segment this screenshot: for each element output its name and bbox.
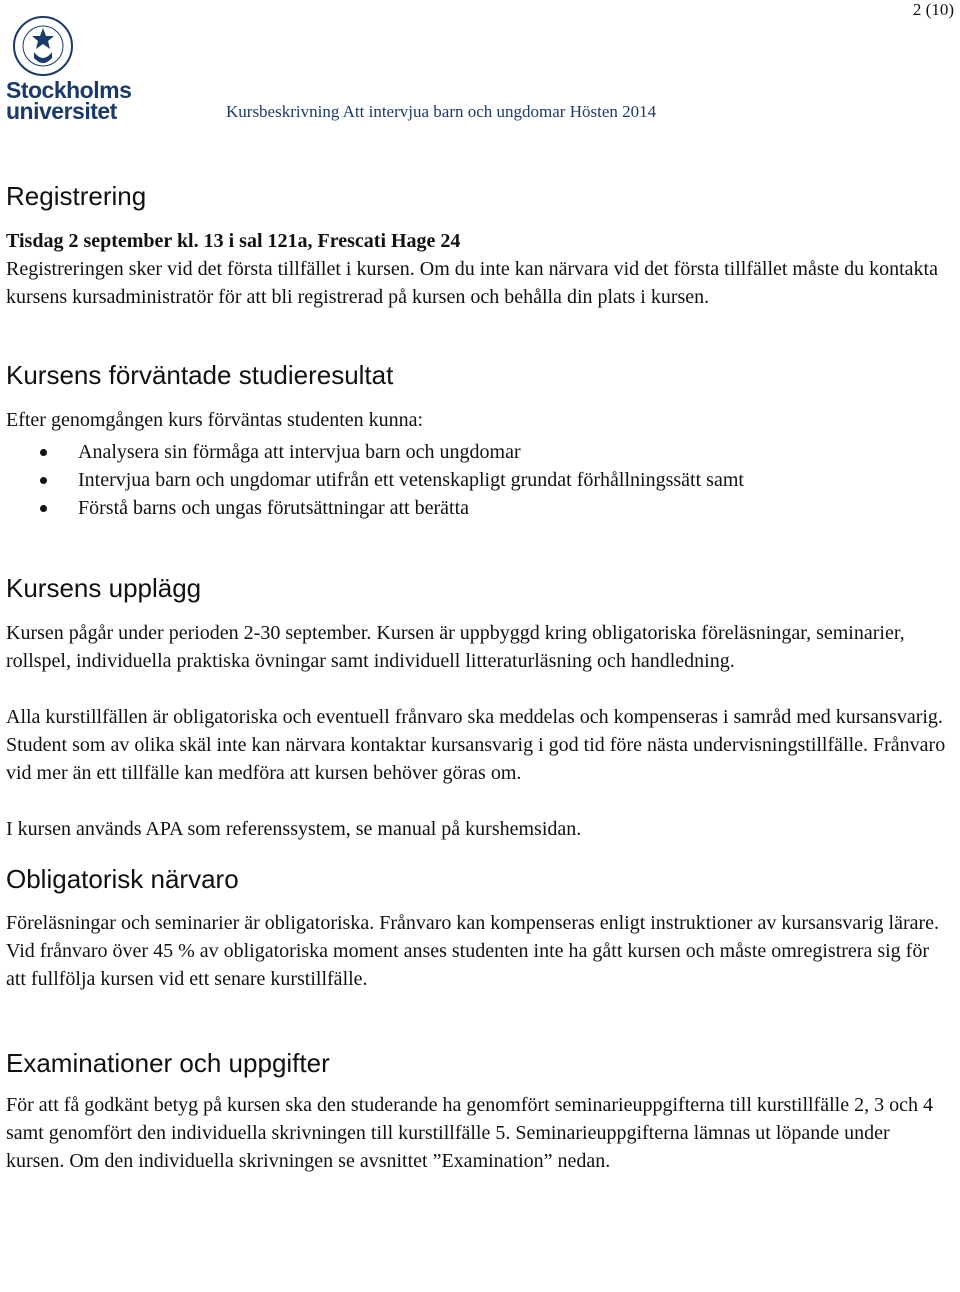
upplagg-paragraph-1: Kursen pågår under perioden 2-30 september. Kursen är uppbyggd kring obligatoriska föreläsningar, seminarier, rollspel, individuella praktiska övningar samt individuell litteraturläsning och handledning. — [6, 622, 905, 672]
university-logo — [6, 14, 136, 124]
running-header: Kursbeskrivning Att intervjua barn och ungdomar Hösten 2014 — [226, 102, 657, 121]
examination-text: För att få godkänt betyg på kursen ska den studerande ha genomfört seminarieuppgifterna till kurstillfälle 2, 3 och 4 samt genomfört den individuella skrivningen till kurstillfälle 5. Seminarieuppgifterna lämnas ut löpande under kursen. Om den individuella skrivningen se avsnittet ”Examination” nedan. — [6, 1094, 933, 1172]
registration-text: Registreringen sker vid det första tillfället i kursen. Om du inte kan närvara vid det första tillfället måste du kontakta kursens kursadministratör för att bli registrerad på kursen och behålla din plats i kursen. — [6, 258, 938, 308]
heading-registrering: Registrering — [6, 181, 147, 211]
list-item: Intervjua barn och ungdomar utifrån ett vetenskapligt grundat förhållningssätt samt — [40, 466, 946, 494]
upplagg-paragraph-2: Alla kurstillfällen är obligatoriska och eventuell frånvaro ska meddelas och kompenseras i samråd med kursansvarig. Student som av olika skäl inte kan närvara kontaktar kursansvarig i god tid före nästa undervisningstillfälle. Frånvaro vid mer än ett tillfälle kan medföra att kursen behöver göras om. — [6, 706, 946, 784]
page-number: 2 (10) — [912, 0, 954, 19]
heading-examination: Examinationer och uppgifter — [6, 1048, 330, 1078]
heading-studieresultat: Kursens förväntade studieresultat — [6, 360, 394, 390]
section-narvaro — [6, 861, 946, 993]
heading-upplagg: Kursens upplägg — [6, 573, 202, 603]
outcomes-intro: Efter genomgången kurs förväntas studenten kunna: — [6, 409, 424, 431]
list-item: Förstå barns och ungas förutsättningar att berätta — [40, 494, 946, 522]
registration-time: Tisdag 2 september kl. 13 i sal 121a, Frescati Hage 24 — [6, 230, 461, 252]
heading-narvaro: Obligatorisk närvaro — [6, 864, 239, 894]
section-upplagg — [6, 570, 946, 843]
logo-line-1: Stockholms — [6, 77, 132, 103]
upplagg-paragraph-3: I kursen används APA som referenssystem, se manual på kurshemsidan. — [6, 818, 582, 840]
narvaro-text: Föreläsningar och seminarier är obligatoriska. Frånvaro kan kompenseras enligt instruktioner av kursansvarig lärare. Vid frånvaro över 45 % av obligatoriska moment anses studenten inte ha gått kursen och måste omregistrera sig för att fullfölja kursen vid ett senare kurstillfälle. — [6, 912, 940, 990]
section-studieresultat — [6, 357, 946, 522]
section-examination — [6, 1045, 946, 1175]
document-body — [6, 178, 946, 1175]
section-registrering — [6, 178, 946, 311]
logo-line-2: universitet — [6, 98, 117, 124]
outcomes-list — [40, 438, 946, 522]
university-seal-icon — [8, 14, 78, 78]
list-item: Analysera sin förmåga att intervjua barn och ungdomar — [40, 438, 946, 466]
